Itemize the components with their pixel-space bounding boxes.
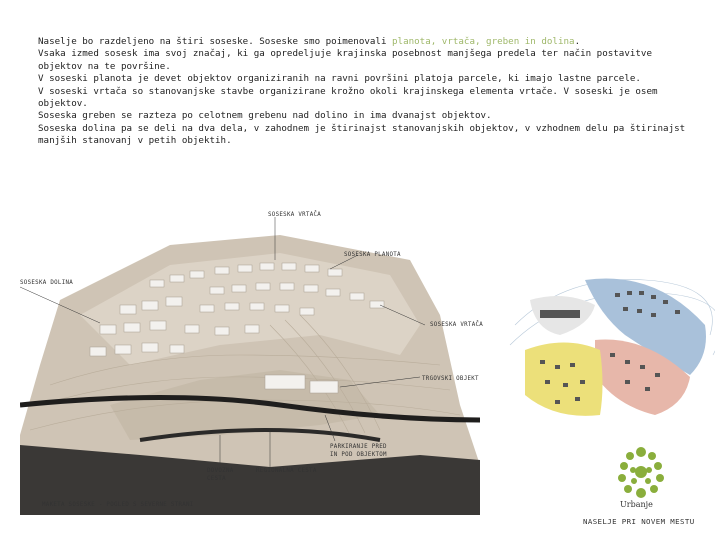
brand-name: Urbanje: [620, 500, 653, 509]
urbanje-logo: [612, 444, 670, 500]
paragraph-2: Vsaka izmed sosesk ima svoj značaj, ki ga opredeljuje krajinska posebnost manjšega predela ter način postavitve objektov na te površine.: [38, 48, 652, 72]
label-parkiranje-1: PARKIRANJE PRED: [330, 444, 387, 450]
paragraph-5: Soseska greben se razteza po celotnem grebenu nad dolino in ima dvanajst objektov.: [38, 110, 492, 122]
label-parkiranje-2: IN POD OBJEKTOM: [330, 452, 387, 458]
photo-caption: MAKETA SOSESKE - POGLED S SEVERNE STRANI: [42, 502, 194, 508]
site-plan: [505, 265, 715, 425]
footer-title: NASELJE PRI NOVEM MESTU: [583, 517, 695, 526]
description-text: [38, 36, 698, 148]
p1-highlight: planota, vrtača, greben in dolina: [392, 36, 575, 47]
label-trgovski-objekt: TRGOVSKI OBJEKT: [422, 376, 479, 382]
paragraph-4: V soseski vrtača so stanovanjske stavbe organizirane krožno okoli krajinskega elementa vrtače. V soseski je osem objektov.: [38, 85, 658, 110]
label-soseska-planota: SOSESKA PLANOTA: [344, 252, 401, 258]
label-regionalna-cesta: REGIONALNA CESTA: [256, 468, 317, 474]
p1-text: Naselje bo razdeljeno na štiri soseske. Soseske smo poimenovali: [38, 36, 393, 47]
label-soseska-vrtaca-top: SOSESKA VRTAČA: [268, 212, 322, 218]
label-dovozna-2: CESTA: [207, 476, 226, 482]
paragraph-3: V soseski planota je devet objektov organiziranih na ravni površini platoja parcele, ki imajo lastne parcele.: [38, 73, 641, 85]
label-dovozna-1: DOVOZNA: [207, 468, 234, 474]
p1-end: .: [574, 36, 581, 47]
label-soseska-vrtaca-right: SOSESKA VRTAČA: [430, 322, 484, 328]
label-soseska-dolina: SOSESKA DOLINA: [20, 280, 74, 286]
paragraph-6: Soseska dolina pa se deli na dva dela, v zahodnem je štirinajst stanovanjskih objektov, v vzhodnem delu pa štirinajst manjših stanovanj v petih objektih.: [38, 122, 686, 147]
model-photo: [20, 205, 480, 515]
paragraph-1: [38, 36, 698, 48]
